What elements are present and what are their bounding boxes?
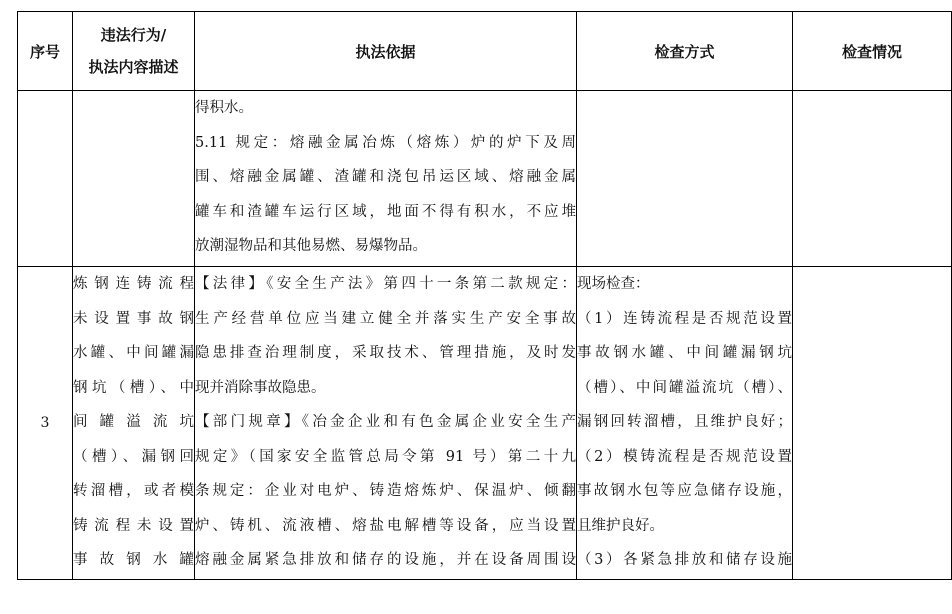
header-status: 检查情况 xyxy=(793,12,952,91)
method-line: （槽）、中间罐溢流坑（槽）、 xyxy=(577,379,792,396)
header-basis: 执法依据 xyxy=(195,12,577,91)
seq-cell xyxy=(18,91,73,267)
basis-line: 罐车和渣罐车运行区域，地面不得有积水，不应堆 xyxy=(195,203,576,220)
basis-line: 围、熔融金属罐、渣罐和浇包吊运区域、熔融金属 xyxy=(195,169,576,185)
table-row xyxy=(18,91,952,267)
violation-line: 转溜槽，或者模 xyxy=(73,483,194,499)
violation-cell xyxy=(73,91,195,267)
method-line: （2）模铸流程是否规范设置 xyxy=(577,448,792,465)
basis-line: 熔融金属紧急排放和储存的设施，并在设备周围设 xyxy=(195,552,576,568)
violation-line: 间罐溢流坑 xyxy=(73,414,194,430)
header-violation xyxy=(73,12,195,91)
basis-line: 【法律】《安全生产法》第四十一条第二款规定： xyxy=(195,276,576,292)
method-line: 且维护良好。 xyxy=(577,517,664,534)
seq-cell: 3 xyxy=(18,267,73,580)
method-cell xyxy=(577,91,793,267)
header-violation-line2: 执法内容描述 xyxy=(88,58,179,76)
basis-line: 生产经营单位应当建立健全并落实生产安全事故 xyxy=(195,310,576,327)
basis-line: 【部门规章】《冶金企业和有色金属企业安全生产 xyxy=(195,414,576,430)
header-method: 检查方式 xyxy=(577,12,793,91)
basis-line: 5.11 规定：熔融金属冶炼（熔炼）炉的炉下及周 xyxy=(195,134,576,151)
violation-line: 钢坑（槽）、中 xyxy=(73,379,194,396)
basis-line: 得积水。 xyxy=(195,100,253,116)
basis-line: 现并消除事故隐患。 xyxy=(195,379,326,396)
violation-line: 水罐、中间罐漏 xyxy=(73,345,194,361)
table-row xyxy=(18,267,952,580)
basis-cell xyxy=(195,91,577,267)
violation-line: （槽）、漏钢回 xyxy=(73,448,194,465)
method-line: （3）各紧急排放和储存设施 xyxy=(577,552,792,568)
header-violation-line1: 违法行为/ xyxy=(100,26,167,44)
status-cell xyxy=(793,91,952,267)
header-seq: 序号 xyxy=(18,12,73,91)
status-cell xyxy=(793,267,952,580)
violation-line: 铸流程未设置 xyxy=(73,517,194,534)
method-line: 漏钢回转溜槽，且维护良好； xyxy=(577,414,792,430)
method-line: 事故钢水包等应急储存设施， xyxy=(577,483,792,499)
method-line: （1）连铸流程是否规范设置 xyxy=(577,310,792,327)
method-line: 现场检查： xyxy=(577,276,650,292)
method-line: 事故钢水罐、中间罐漏钢坑 xyxy=(577,345,792,361)
header-row xyxy=(18,12,952,91)
basis-cell xyxy=(195,267,577,580)
method-cell xyxy=(577,267,793,580)
violation-line: 炼钢连铸流程 xyxy=(73,276,194,292)
basis-line: 炉、铸机、流液槽、熔盐电解槽等设备，应当设置 xyxy=(195,517,576,534)
enforcement-table xyxy=(17,11,952,580)
violation-cell xyxy=(73,267,195,580)
violation-line: 事故钢水罐 xyxy=(73,552,194,568)
violation-line: 未设置事故钢 xyxy=(73,310,194,327)
basis-line: 条规定：企业对电炉、铸造熔炼炉、保温炉、倾翻 xyxy=(195,483,576,499)
basis-line: 隐患排查治理制度，采取技术、管理措施，及时发 xyxy=(195,345,576,361)
basis-line: 规定》（国家安全监管总局令第 91 号）第二十九 xyxy=(195,448,576,465)
basis-line: 放潮湿物品和其他易燃、易爆物品。 xyxy=(195,238,427,254)
